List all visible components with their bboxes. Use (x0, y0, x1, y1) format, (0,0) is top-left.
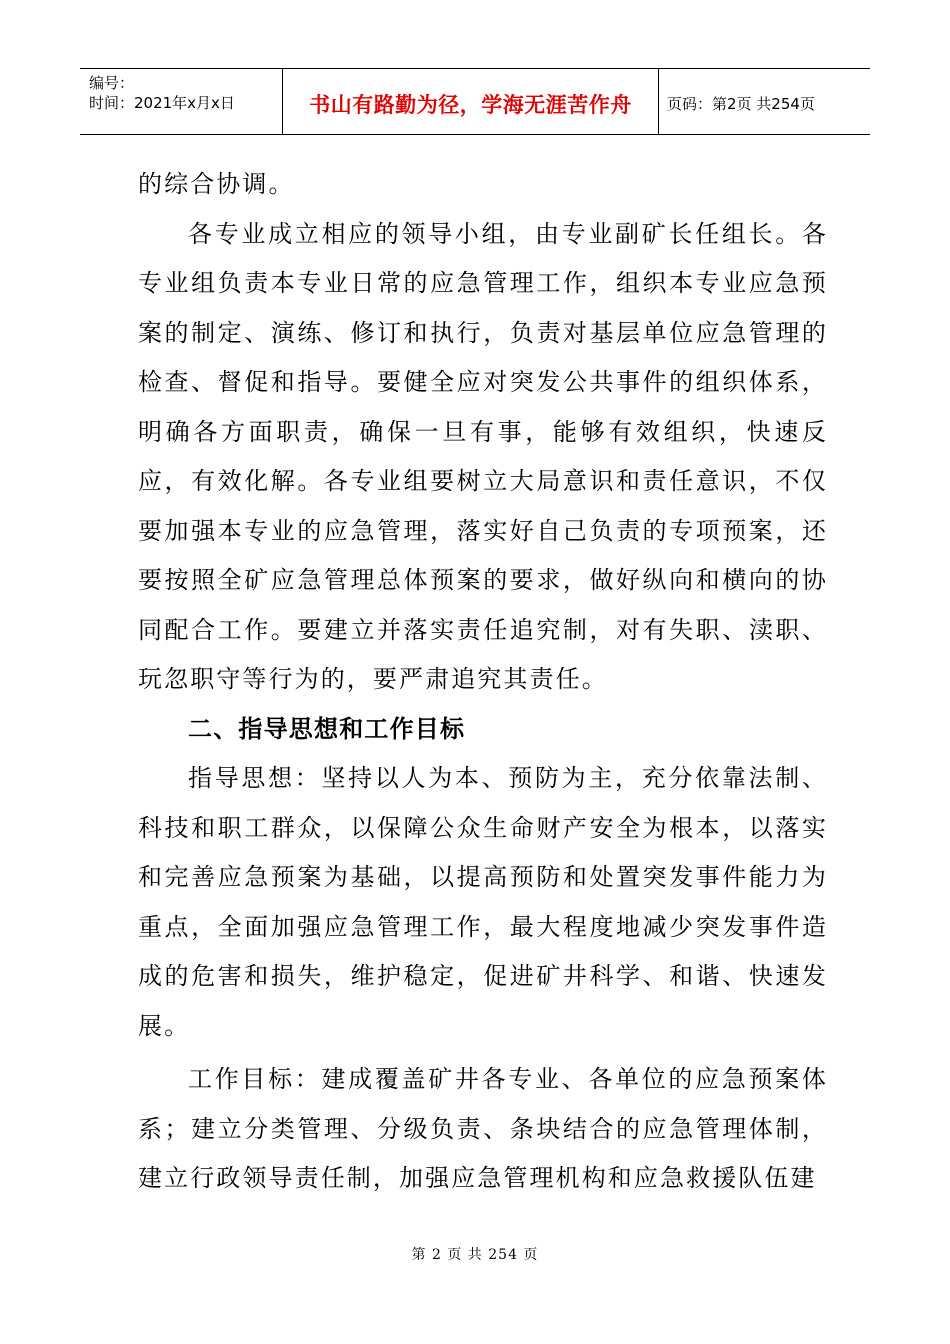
header-motto: 书山有路勤为径，学海无涯苦作舟 (309, 92, 632, 117)
paragraph-continuation: 的综合协调。 (138, 170, 295, 198)
document-body (138, 160, 828, 1204)
header-motto-cell (283, 69, 659, 134)
header-page-cell (659, 69, 870, 134)
page-footer: 第 2 页 共 254 页 (411, 1247, 539, 1263)
section-heading: 二、指导思想和工作目标 (188, 714, 466, 743)
paragraph-leadership-groups: 各专业成立相应的领导小组，由专业副矿长任组长。各专业组负责本专业日常的应急管理工作，组织本专业应急预案的制定、演练、修订和执行，负责对基层单位应急管理的检查、督促和指导。要健全应对突发公共事件的组织体系，明确各方面职责，确保一旦有事，能够有效组织，快速反应，有效化解。各专业组要树立大局意识和责任意识，不仅要加强本专业的应急管理，落实好自己负责的专项预案，还要按照全矿应急管理总体预案的要求，做好纵向和横向的协同配合工作。要建立并落实责任追究制，对有失职、渎职、玩忽职守等行为的，要严肃追究其责任。 (138, 219, 828, 693)
paragraph-work-goals: 工作目标：建成覆盖矿井各专业、各单位的应急预案体系；建立分类管理、分级负责、条块结合的应急管理体制，建立行政领导责任制，加强应急管理机构和应急救援队伍建 (138, 1065, 828, 1192)
paragraph-guiding-ideology: 指导思想：坚持以人为本、预防为主，充分依靠法制、科技和职工群众，以保障公众生命财产安全为根本，以落实和完善应急预案为基础，以提高预防和处置突发事件能力为重点，全面加强应急管理工作，最大程度地减少突发事件造成的危害和损失，维护稳定，促进矿井科学、和谐、快速发展。 (138, 764, 828, 1040)
document-number-label: 编号： (89, 74, 135, 92)
header-meta-cell (80, 69, 283, 134)
header-page-info: 页码：第2页 共254页 (667, 95, 815, 113)
document-time-label: 时间：2021年x月x日 (89, 94, 235, 112)
document-header (80, 68, 870, 135)
